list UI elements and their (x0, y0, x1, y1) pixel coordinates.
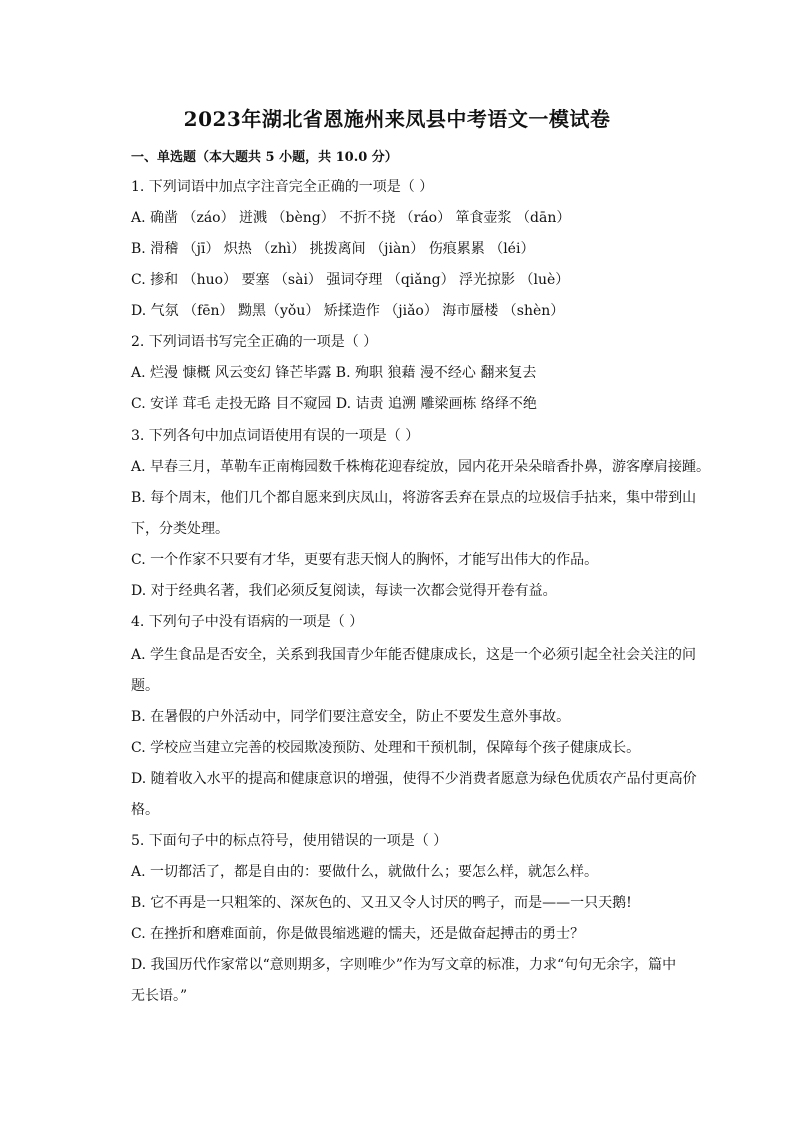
question-5-option-d: D. 我国历代作家常以“意则期多，字则唯少”作为写文章的标准，力求“句句无余字，篇中 (131, 957, 677, 973)
question-1-option-c: C. 掺和 （huo） 要塞 （sài） 强词夺理 （qiǎng） 浮光掠影 （luè） (131, 272, 570, 288)
question-3-option-b: B. 每个周末，他们几个都自愿来到庆凤山，将游客丢弃在景点的垃圾信手拈来，集中带到山 (131, 490, 697, 506)
question-5-stem: 5. 下面句子中的标点符号，使用错误的一项是（ ） (131, 833, 448, 849)
question-2-stem: 2. 下列词语书写完全正确的一项是（ ） (131, 334, 378, 350)
question-4-option-a-cont: 题。 (131, 678, 159, 694)
section-heading: 一、单选题（本大题共 5 小题，共 10.0 分） (131, 150, 398, 165)
question-2-options-ab: A. 烂漫 慷概 风云变幻 锋芒毕露 B. 殉职 狼藉 漫不经心 翻来复去 (131, 365, 537, 381)
question-1-option-a: A. 确凿 （záo） 迸溅 （bèng） 不折不挠 （ráo） 箪食壶浆 （dān） (131, 210, 571, 226)
question-5-option-a: A. 一切都活了，都是自由的：要做什么，就做什么；要怎么样，就怎么样。 (131, 864, 599, 880)
question-3-option-d: D. 对于经典名著，我们必须反复阅读，每读一次都会觉得开卷有益。 (131, 583, 557, 599)
question-3-option-b-cont: 下，分类处理。 (131, 521, 229, 537)
question-4-option-a: A. 学生食品是否安全，关系到我国青少年能否健康成长，这是一个必须引起全社会关注的问 (131, 647, 697, 663)
question-5-option-d-cont: 无长语。” (131, 988, 188, 1004)
question-4-option-d: D. 随着收入水平的提高和健康意识的增强，使得不少消费者愿意为绿色优质农产品付更高价 (131, 771, 697, 787)
question-3-option-c: C. 一个作家不只要有才华，更要有悲天悯人的胸怀，才能写出伟大的作品。 (131, 552, 599, 568)
question-1-stem: 1. 下列词语中加点字注音完全正确的一项是（ ） (131, 179, 434, 195)
question-1-option-d: D. 气氛 （fēn） 黝黑（yǒu） 矫揉造作 （jiǎo） 海市蜃楼 （shèn） (131, 303, 565, 319)
question-3-stem: 3. 下列各句中加点词语使用有误的一项是（ ） (131, 428, 420, 444)
exam-title: 2023年湖北省恩施州来凤县中考语文一模试卷 (183, 107, 611, 131)
question-5-option-c: C. 在挫折和磨难面前，你是做畏缩逃避的懦夫，还是做奋起搏击的勇士？ (131, 926, 585, 942)
question-5-option-b: B. 它不再是一只粗笨的、深灰色的、又丑又令人讨厌的鸭子，而是——一只天鹅! (131, 895, 632, 911)
question-2-options-cd: C. 安详 茸毛 走投无路 目不窥园 D. 诘责 追溯 雕梁画栋 络绎不绝 (131, 396, 537, 412)
question-4-option-d-cont: 格。 (131, 802, 159, 818)
question-4-option-c: C. 学校应当建立完善的校园欺凌预防、处理和干预机制，保障每个孩子健康成长。 (131, 740, 641, 756)
question-1-option-b: B. 滑稽 （jī） 炽热 （zhì） 挑拨离间 （jiàn） 伤痕累累 （léi） (131, 241, 535, 257)
question-4-option-b: B. 在暑假的户外活动中，同学们要注意安全，防止不要发生意外事故。 (131, 709, 571, 725)
question-4-stem: 4. 下列句子中没有语病的一项是（ ） (131, 614, 364, 630)
question-3-option-a: A. 早春三月，革勒车正南梅园数千株梅花迎春绽放，园内花开朵朵暗香扑鼻，游客摩肩接踵。 (131, 459, 711, 475)
